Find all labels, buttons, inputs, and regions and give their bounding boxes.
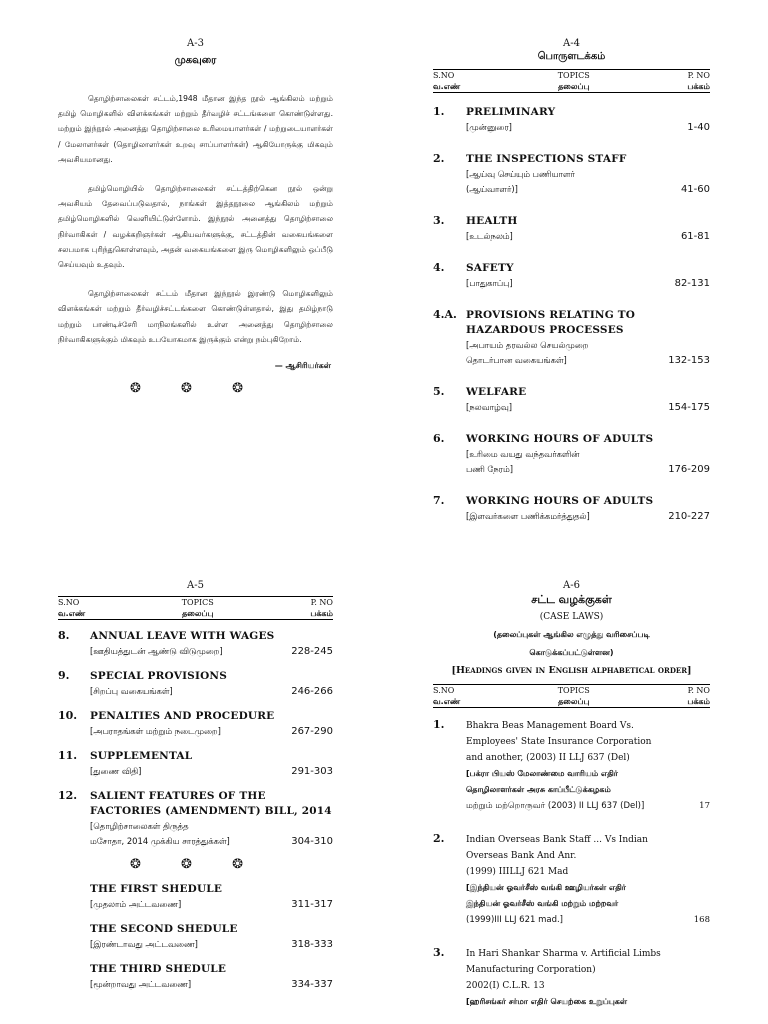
case-page: 168 <box>693 915 710 925</box>
schedule-tamil-title: [முதலாம் அட்டவணை] <box>90 899 182 909</box>
entry-title: SUPPLEMENTAL <box>90 750 193 762</box>
schedule-title: THE FIRST SHEDULE <box>90 883 223 895</box>
divider <box>433 92 710 93</box>
case-tamil-line: இந்தியன் ஓவர்சீஸ் வங்கி மற்றும் மற்றவர் <box>466 899 619 908</box>
entry-body <box>90 629 333 659</box>
entry-line <box>466 400 710 415</box>
schedule-pages: 318-333 <box>291 939 333 950</box>
entry-pages: 291-303 <box>291 766 333 777</box>
entry-body <box>90 749 333 779</box>
sno-header-ta: வ.எண் <box>433 82 461 91</box>
divider <box>58 619 333 620</box>
schedule-line <box>90 977 333 992</box>
pno-header-ta: பக்கம் <box>310 609 333 618</box>
case-citation-line: In Hari Shankar Sharma v. Artificial Limbs <box>466 949 661 959</box>
entry-pages: 82-131 <box>674 278 710 289</box>
entry-pages: 41-60 <box>680 184 710 195</box>
case-tamil-citation: மற்றும் மற்றொருவர் (2003) II LLJ 637 (Del)] <box>466 801 645 811</box>
case-list <box>433 718 710 1010</box>
contents-list <box>433 105 710 524</box>
sno-header-ta: வ.எண் <box>58 609 86 618</box>
entry-number: 12. <box>58 789 78 802</box>
entry-line <box>466 120 710 135</box>
case-body <box>466 832 710 928</box>
schedule-entry <box>58 922 333 952</box>
page-label: A-6 <box>563 580 580 591</box>
toc-entry <box>58 749 333 779</box>
preface-page <box>58 38 333 396</box>
sno-header-ta: வ.எண் <box>433 697 461 706</box>
entry-title: ANNUAL LEAVE WITH WAGES <box>90 630 275 642</box>
entry-body <box>466 494 710 524</box>
case-tamil-line: [பக்ரா பியஸ் மேலாண்மை வாரியம் எதிர் <box>466 769 618 778</box>
preface-paragraph: தமிழ்மொழியில் தொழிற்சாலைகள் சட்டத்திற்கென நூல் ஒன்று அவசியம் தேவைப்படுவதால், நாங்கள் இத்தநூலை ஆங்கிலம் மற்றும் தமிழ்மொழிகளில் வெளியிட்டுள்ளோம். இந்நூல் அனைத்து தொழிற்சாலை நிர்வாகிகள் / வழக்கறிஞர்கள் ஆகியவர்களுக்கு, சட்டத்தின் வகையங்களை சலபமாக புரிந்துகொள்ளவும், அதன் வகையங்களை இரு மொழிகளிலும் ஒப்பீடு செய்யவும் உதவும். <box>58 184 333 270</box>
entry-pages: 132-153 <box>668 355 710 366</box>
entry-line <box>466 276 710 291</box>
toc-entry <box>433 494 710 524</box>
entry-line <box>466 353 710 368</box>
topics-header: TOPICS <box>557 71 590 80</box>
pno-header-ta: பக்கம் <box>687 697 710 706</box>
case-citation-line: Overseas Bank And Anr. <box>466 851 577 861</box>
entry-pages: 228-245 <box>291 646 333 657</box>
entry-body <box>466 105 710 135</box>
entry-number: 4. <box>433 261 445 274</box>
case-laws-page <box>433 580 710 1010</box>
case-last-line <box>466 798 710 814</box>
schedule-entry <box>58 962 333 992</box>
preface-paragraph: தொழிற்சாலைகள் சட்டம் மீதான இந்நூல் இரண்டு மொழிகளிலும் விளக்கங்கள் மற்றும் தீர்வழிச்சட்டங்களை கொண்டுள்ளதால், இது தமிழ்நாடு மற்றும் பாண்டிச்சேரி மாநிலங்களில் உள்ள அனைத்து தொழிற்சாலை நிர்வாகிகளுக்கும் மிகவும் உபயோகமாக இருக்கும் என்று நம்புகிறோம். <box>58 289 333 344</box>
entry-line <box>466 509 710 524</box>
order-note-ta-2: கொடுக்கப்பட்டுள்ளன) <box>529 648 614 657</box>
page-label: A-3 <box>187 38 204 49</box>
case-citation-line: Employees' State Insurance Corporation <box>466 737 652 747</box>
preface-title: முகவுரை <box>174 55 217 66</box>
toc-entry <box>58 789 333 849</box>
schedule-tamil-title: [இரண்டாவது அட்டவணை] <box>90 939 198 949</box>
entry-title: PENALTIES AND PROCEDURE <box>90 710 275 722</box>
entry-pages: 246-266 <box>291 686 333 697</box>
order-note-en: [Headings given in English alphabetical order] <box>451 665 692 676</box>
entry-number: 2. <box>433 152 445 165</box>
toc-entry <box>433 385 710 415</box>
toc-entry <box>433 152 710 197</box>
topics-header: TOPICS <box>557 686 590 695</box>
entry-title: SAFETY <box>466 262 514 274</box>
entry-body <box>90 789 333 849</box>
contents-list <box>58 629 333 849</box>
entry-tamil-title: [அபாயம் தரவல்ல செயல்முறை <box>466 340 589 350</box>
entry-tamil-title: (ஆய்வாளர்)] <box>466 184 518 194</box>
contents-page <box>433 38 710 524</box>
topics-header-ta: தலைப்பு <box>182 609 214 618</box>
entry-body <box>466 385 710 415</box>
column-headers <box>433 70 710 92</box>
entry-title: PROVISIONS RELATING TO HAZARDOUS PROCESSES <box>466 309 636 336</box>
ornament-icon: ❂ ❂ ❂ <box>130 381 261 397</box>
entry-line <box>90 834 333 849</box>
case-entry <box>433 718 710 814</box>
entry-tamil-title: [துணை விதி] <box>90 766 142 776</box>
entry-tamil-title: [அபராதங்கள் மற்றும் நடைமுறை] <box>90 726 221 736</box>
entry-number: 3. <box>433 214 445 227</box>
schedule-title: THE THIRD SHEDULE <box>90 963 227 975</box>
entry-title: THE INSPECTIONS STAFF <box>466 153 627 165</box>
toc-entry <box>433 261 710 291</box>
column-headers <box>58 597 333 619</box>
entry-line <box>90 724 333 739</box>
schedule-tamil-title: [மூன்றாவது அட்டவணை] <box>90 979 192 989</box>
entry-pages: 154-175 <box>668 402 710 413</box>
topics-header-ta: தலைப்பு <box>558 697 590 706</box>
toc-entry <box>58 709 333 739</box>
entry-tamil-title: [உடல்நலம்] <box>466 231 513 241</box>
toc-entry <box>433 105 710 135</box>
entry-body <box>466 308 710 368</box>
topics-header: TOPICS <box>181 598 214 607</box>
case-entry <box>433 832 710 928</box>
pno-header: P. NO <box>310 598 333 607</box>
order-note-ta: (தலைப்புகள் ஆங்கில எழுத்து வரிசைப்படி <box>493 630 650 639</box>
case-last-line <box>466 912 710 928</box>
case-entry <box>433 946 710 1010</box>
entry-tamil-title: [முன்னுரை] <box>466 122 512 132</box>
case-page: 17 <box>699 801 710 811</box>
entry-number: 4.A. <box>433 308 457 321</box>
case-laws-title: சட்ட வழக்குகள் <box>531 593 612 606</box>
toc-entry <box>433 432 710 477</box>
schedule-pages: 334-337 <box>291 979 333 990</box>
entry-number: 1. <box>433 105 445 118</box>
case-citation-line: Indian Overseas Bank Staff ... Vs Indian <box>466 835 648 845</box>
entry-pages: 267-290 <box>291 726 333 737</box>
entry-title: PRELIMINARY <box>466 106 556 118</box>
entry-number: 10. <box>58 709 78 722</box>
divider <box>433 707 710 708</box>
schedule-title: THE SECOND SHEDULE <box>90 923 238 935</box>
case-body <box>466 718 710 814</box>
case-tamil-citation: (1999)III LLJ 621 mad.] <box>466 915 563 925</box>
entry-number: 5. <box>433 385 445 398</box>
entry-pages: 176-209 <box>668 464 710 475</box>
sno-header: S.NO <box>433 686 455 695</box>
case-citation-line: Manufacturing Corporation) <box>466 965 596 975</box>
ornament-icon: ❂ ❂ ❂ <box>130 857 261 872</box>
entry-title: SPECIAL PROVISIONS <box>90 670 227 682</box>
entry-title: WORKING HOURS OF ADULTS <box>466 433 654 445</box>
entry-number: 7. <box>433 494 445 507</box>
entry-line <box>90 764 333 779</box>
entry-title: WELFARE <box>466 386 527 398</box>
entry-pages: 210-227 <box>668 511 710 522</box>
entry-tamil-title: [நலவாழ்வு] <box>466 402 513 412</box>
entry-tamil-title: [தொழிற்சாலைகள் திருத்த <box>90 821 189 831</box>
pno-header-ta: பக்கம் <box>687 82 710 91</box>
toc-entry <box>433 308 710 368</box>
entry-line <box>90 684 333 699</box>
schedule-entry <box>58 882 333 912</box>
case-tamil-line: தொழிலாளர்கள் அரசு காப்பீட்டுக்கழகம் <box>466 785 611 794</box>
preface-paragraph: தொழிற்சாலைகள் சட்டம்,1948 மீதான இந்த நூல் ஆங்கிலம் மற்றும் தமிழ் மொழிகளில் விளக்கங்கள் மற்றும் தீர்வழிச் சட்டங்களை கொண்டுள்ளது. மற்றும் இந்நூல் அனைத்து தொழிற்சாலை உரிமையாளர்கள் / மற்றுடையாளர்கள் / மேலாளர்கள் (தொழிலாளர்கள் உறவு சாப்பாளர்கள்) ஆகியோருக்கு மிகவும் அவசியமானது. <box>58 94 333 164</box>
entry-tamil-title: [ஆய்வு செய்யும் பணியாளர் <box>466 169 575 179</box>
case-citation-line: Bhakra Beas Management Board Vs. <box>466 721 634 731</box>
toc-entry <box>58 669 333 699</box>
entry-tamil-title: மசோதா, 2014 முக்கிய சாரத்துக்கள்] <box>90 836 230 846</box>
entry-tamil-title: தொடர்பான வகையங்கள்] <box>466 355 567 365</box>
case-tamil-line: [இந்தியன் ஓவர்சீஸ் வங்கி ஊழியர்கள் எதிர் <box>466 883 626 892</box>
entry-title: WORKING HOURS OF ADULTS <box>466 495 654 507</box>
case-number: 3. <box>433 946 445 959</box>
case-laws-subtitle: (CASE LAWS) <box>539 612 604 622</box>
entry-line <box>466 229 710 244</box>
schedule-pages: 311-317 <box>291 899 333 910</box>
contents-page-continued <box>58 580 333 992</box>
entry-tamil-title: பணி நேரம்] <box>466 464 514 474</box>
entry-number: 6. <box>433 432 445 445</box>
entry-line <box>466 167 710 182</box>
contents-title: பொருளடக்கம் <box>537 51 606 62</box>
pno-header: P. NO <box>687 686 710 695</box>
entry-number: 9. <box>58 669 70 682</box>
entry-pages: 61-81 <box>680 231 710 242</box>
entry-body <box>466 152 710 197</box>
page-label: A-5 <box>187 580 204 591</box>
entry-tamil-title: [பாதுகாப்பு] <box>466 278 513 288</box>
entry-tamil-title: [ஊதியத்துடன் ஆண்டு விடுமுறை] <box>90 646 223 656</box>
entry-body <box>466 261 710 291</box>
schedule-list <box>58 882 333 992</box>
entry-tamil-title: [இளவர்களை பணிக்கமர்த்துதல்] <box>466 511 590 521</box>
sno-header: S.NO <box>433 71 455 80</box>
toc-entry <box>58 629 333 659</box>
entry-line <box>466 182 710 197</box>
case-citation-line: and another, (2003) II LLJ 637 (Del) <box>466 753 630 763</box>
case-body <box>466 946 710 1010</box>
entry-line <box>466 338 710 353</box>
entry-line <box>466 447 710 462</box>
page-label: A-4 <box>563 38 580 49</box>
case-number: 1. <box>433 718 445 731</box>
entry-line <box>90 819 333 834</box>
column-headers <box>433 685 710 707</box>
case-number: 2. <box>433 832 445 845</box>
entry-title: HEALTH <box>466 215 518 227</box>
entry-body <box>90 709 333 739</box>
schedule-line <box>90 937 333 952</box>
entry-pages: 1-40 <box>687 122 710 133</box>
entry-body <box>90 669 333 699</box>
entry-line <box>90 644 333 659</box>
preface-signature: — ஆசிரியர்கள் <box>274 361 331 371</box>
entry-number: 8. <box>58 629 70 642</box>
entry-pages: 304-310 <box>291 836 333 847</box>
pno-header: P. NO <box>687 71 710 80</box>
case-citation-line: (1999) IIILLJ 621 Mad <box>466 867 569 877</box>
topics-header-ta: தலைப்பு <box>558 82 590 91</box>
entry-line <box>466 462 710 477</box>
entry-tamil-title: [உரிமை வயது வந்தவர்களின் <box>466 449 580 459</box>
schedule-line <box>90 897 333 912</box>
sno-header: S.NO <box>58 598 80 607</box>
entry-body <box>466 214 710 244</box>
entry-title: SALIENT FEATURES OF THE FACTORIES (AMENDMENT) BILL, 2014 <box>90 790 332 817</box>
case-tamil-line: [ஹரிசங்கர் சர்மா எதிர் செயற்கை உறுப்புகள் <box>466 997 628 1006</box>
toc-entry <box>433 214 710 244</box>
entry-body <box>466 432 710 477</box>
entry-tamil-title: [சிறப்பு வகையங்கள்] <box>90 686 173 696</box>
case-citation-line: 2002(I) C.L.R. 13 <box>466 981 545 991</box>
entry-number: 11. <box>58 749 78 762</box>
